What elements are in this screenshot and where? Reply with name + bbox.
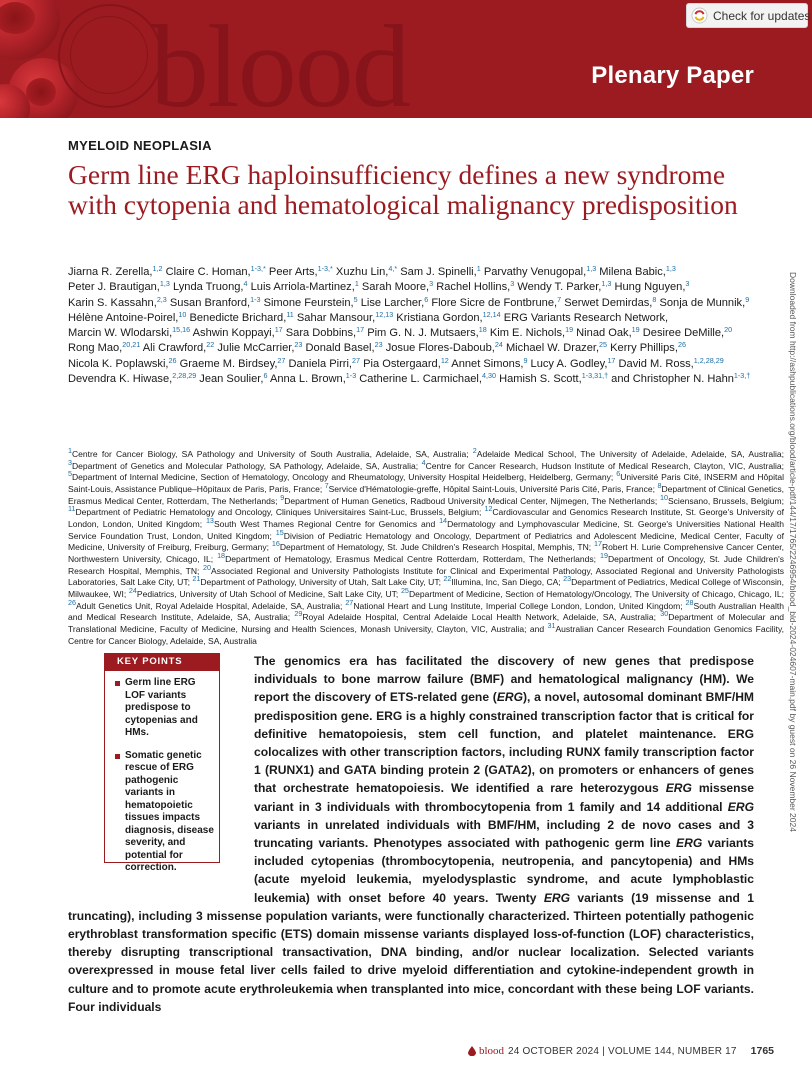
affiliation-text: Associated Regional and University Pathologists Institute for Clinical and Experimental Pathology, Associated Regional and University Pathologists Laboratories, Salt Lake City, UT; (68, 565, 784, 588)
affiliation-number: 30 (660, 609, 669, 619)
affiliation-text: Centre for Cancer Biology, SA Pathology and University of South Australia, Adelaide, SA, Australia; (72, 449, 469, 459)
author-affiliation-ref[interactable]: 1,2 (152, 264, 163, 273)
author-affiliation-ref[interactable]: 24 (494, 340, 503, 350)
author-name: Sam J. Spinelli,$^1$ (400, 264, 481, 278)
author-name: Annet Simons,$^9$ (451, 355, 528, 370)
author-name: Hung Nguyen,$^3$ (614, 279, 690, 294)
author-name: ERG Variants Research Network, (503, 311, 669, 324)
author-affiliation-ref[interactable]: 15,16 (172, 325, 191, 335)
key-points-list (105, 671, 219, 875)
affiliation-text: Department of Human Genetics, Radboud University Medical Center, Nijmegen, The Netherlands; (284, 495, 658, 506)
author-affiliation-ref[interactable]: 1-3,† (733, 371, 751, 381)
abstract-segment: variants included cytopenias (thrombocytopenia, neutropenia, and pancytopenia) and HMs (acute myeloid leukemia, myelodysplastic syndrome, and acute lymphoblastic leukemia) with onset before 40 years. Twenty (254, 836, 754, 905)
author-affiliation-ref[interactable]: 17 (274, 325, 283, 335)
gene-symbol: ERG (676, 836, 703, 851)
author-affiliation-ref[interactable]: 4,* (388, 264, 398, 273)
affiliation-text: Department of Hematology, St. Jude Children's Research Hospital, Memphis, TN; (279, 542, 592, 553)
affiliation-text: Adult Genetics Unit, Royal Adelaide Hospital, Adelaide, SA, Australia; (76, 600, 343, 611)
author-affiliation-ref[interactable]: 2,28,29 (172, 371, 197, 381)
affiliation-text: National Heart and Lung Institute, Imperial College London, London, United Kingdom; (353, 600, 683, 611)
key-points-header: KEY POINTS (105, 654, 219, 671)
square-bullet-icon (115, 754, 120, 759)
affiliation-list (68, 446, 785, 647)
affiliation-number: 26 (68, 597, 76, 607)
section-label: MYELOID NEOPLASIA (68, 138, 212, 153)
author-affiliation-ref[interactable]: 12,13 (375, 309, 394, 319)
affiliation-number: 13 (205, 515, 214, 525)
author-name: Lucy A. Godley,$^{17}$ (530, 355, 616, 370)
affiliation-text: Pediatrics, University of Utah School of Medicine, Salt Lake City, UT; (136, 588, 399, 599)
author-name: Serwet Demirdas,$^8$ (564, 294, 657, 309)
abstract-segment: missense variant in 3 individuals with thrombocytopenia from 1 family and 14 additional (254, 781, 755, 814)
affiliation-number: 8 (657, 480, 662, 490)
author-affiliation-ref[interactable]: 19 (565, 325, 574, 335)
affiliation-number: 23 (563, 574, 572, 584)
check-for-updates-label: Check for updates (713, 8, 811, 23)
affiliation-text: Department of Hematology, Erasmus Medical Centre Rotterdam, Rotterdam, The Netherlands; (225, 553, 597, 564)
author-affiliation-ref[interactable]: 9 (745, 294, 750, 304)
author-name: Pim G. N. J. Mutsaers,$^{18}$ (367, 325, 487, 340)
author-affiliation-ref[interactable]: 3 (510, 279, 515, 289)
author-affiliation-ref[interactable]: 25 (599, 340, 608, 350)
author-name: Susan Branford,$^{1-3}$ (169, 294, 261, 309)
affiliation-number: 16 (271, 539, 280, 549)
affiliation-text: Université Paris Cité, INSERM and Hôpital Saint-Louis, Assistance Publique–Hôpitaux de Paris, Paris, France; (68, 472, 784, 494)
author-name: Rong Mao,$^{20,21}$ (68, 340, 141, 355)
author-name: Kerry Phillips,$^{26}$ (610, 340, 686, 355)
affiliation-text: Dermatology and Lymphovascular Medicine, St. George's Universities National Health Service Foundation Trust, London, United Kingdom; (68, 518, 785, 541)
affiliation-number: 4 (421, 457, 426, 467)
author-name: Nicola K. Poplawski,$^{26}$ (68, 355, 177, 370)
affiliation-number: 2 (472, 446, 477, 455)
author-name: Sahar Mansour,$^{12,13}$ (296, 309, 394, 324)
author-name: Graeme M. Birdsey,$^{27}$ (179, 355, 286, 370)
author-name: Anna L. Brown,$^{1-3}$ (269, 371, 357, 386)
author-name: Lynda Truong,$^4$ (172, 279, 248, 294)
affiliation-number: 7 (324, 480, 329, 490)
author-name: Sara Dobbins,$^{17}$ (285, 325, 365, 340)
affiliation-text: Australian Cancer Research Foundation Genomics Facility, Centre for Cancer Biology, Adelaide, SA, Australia (68, 623, 784, 646)
author-name: Lise Larcher,$^6$ (360, 294, 429, 309)
author-name: Milena Babic,$^{1,3}$ (599, 264, 676, 278)
author-affiliation-ref[interactable]: 1,2,28,29 (693, 355, 724, 365)
gene-symbol: ERG (727, 799, 754, 814)
footer-journal-name: blood (478, 1045, 504, 1057)
author-affiliation-ref[interactable]: 6 (424, 294, 429, 304)
abstract-segment: variants in unrelated individuals with BMF/HM, including 2 de novo cases and 3 truncating variants. Phenotypes associated with pathogenic germ line (254, 817, 754, 851)
article-type-label: Plenary Paper (591, 62, 754, 89)
author-affiliation-ref[interactable]: 20 (724, 325, 733, 335)
affiliation-number: 20 (203, 562, 211, 572)
key-points-box (104, 653, 220, 873)
affiliation-text: Department of Pathology, University of Utah, Salt Lake City, UT; (200, 577, 442, 588)
author-name: Jiarna R. Zerella,$^{1,2}$ (68, 264, 163, 278)
affiliation-number: 27 (345, 597, 354, 607)
article-title: Germ line ERG haploinsufficiency defines a new syndrome with cytopenia and hematological malignancy predisposition (68, 159, 738, 220)
author-name: Kristiana Gordon,$^{12,14}$ (396, 309, 501, 324)
author-name: Xuzhu Lin,$^{4,*}$ (335, 264, 398, 278)
author-name: Devendra K. Hiwase,$^{2,28,29}$ (68, 371, 197, 386)
affiliation-text: Sciensano, Brussels, Belgium; (667, 495, 785, 506)
affiliation-number: 24 (128, 585, 137, 595)
check-for-updates-icon (691, 7, 708, 24)
author-affiliation-ref[interactable]: 6 (263, 371, 268, 381)
author-affiliation-ref[interactable]: 4 (243, 279, 248, 289)
author-affiliation-ref[interactable]: 1 (354, 279, 359, 289)
affiliation-text: Division of Pediatric Hematology and Oncology, Department of Pediatrics and Adolescent Medicine, Medical Center, Faculty of Medicine, University of Freiburg, Freiburg, Germany; (68, 530, 784, 553)
author-affiliation-ref[interactable]: 1,3 (665, 264, 676, 273)
author-name: Josue Flores-Daboub,$^{24}$ (385, 340, 503, 355)
author-affiliation-ref[interactable]: 1,3 (601, 279, 612, 289)
affiliation-number: 21 (192, 574, 201, 584)
author-name: Christopher N. Hahn$^{1-3,\dagger}$ (632, 371, 751, 386)
author-name: Claire C. Homan,$^{1-3,*}$ (165, 264, 266, 278)
author-affiliation-ref[interactable]: 3 (429, 279, 434, 289)
check-for-updates-button[interactable] (686, 3, 811, 28)
author-name: Michael W. Drazer,$^{25}$ (505, 340, 608, 355)
download-note (788, 272, 804, 922)
affiliation-number: 1 (68, 446, 72, 455)
author-name: Sonja de Munnik,$^9$ (659, 294, 750, 309)
blood-drop-icon (468, 1046, 476, 1056)
author-name: Pia Ostergaard,$^{12}$ (363, 355, 449, 370)
author-name: Luis Arriola-Martinez,$^1$ (250, 279, 359, 294)
author-name: Julie McCarrier,$^{23}$ (217, 340, 303, 355)
author-affiliation-ref[interactable]: 12,14 (482, 309, 501, 319)
author-affiliation-ref[interactable]: 3 (685, 279, 690, 289)
affiliation-text: Cardiovascular and Genomics Research Institute, St. George's University of London, London, United Kingdom; (68, 507, 784, 529)
author-name: Jean Soulier,$^6$ (199, 371, 268, 386)
author-affiliation-ref[interactable]: 1-3,31,† (581, 371, 609, 381)
author-name: Hélène Antoine-Poirel,$^{10}$ (68, 309, 187, 324)
affiliation-text: Department of Medicine, Section of Hematology/Oncology, The University of Chicago, Chicago, IL; (408, 588, 785, 599)
author-affiliation-ref[interactable]: 19 (631, 325, 640, 335)
affiliation-text: Department of Clinical Genetics, Erasmus Medical Center, Rotterdam, The Netherlands; (68, 483, 785, 506)
affiliation-number: 31 (547, 620, 556, 630)
affiliation-number: 18 (217, 550, 226, 560)
abstract-segment: variants (19 missense and 1 truncating), including 3 missense population variants, were functionally characterized. Thirteen potentially pathogenic erythroblast transformation specific (ETS) domain missense variants displayed loss-of-function (LOF) characteristics, thereby disrupting transcriptional transactivation, DNA binding, and/or nuclear localization. Selected variants overexpressed in mouse fetal liver cells failed to drive myeloid differentiation and cytokine-independent growth in culture and to promote acute erythroleukemia when transplanted into mice, concordant with these being LOF variants. Four individuals (68, 890, 754, 1014)
author-name: Simone Feurstein,$^5$ (263, 294, 358, 309)
affiliation-text: Department of Oncology, St. Jude Children's Research Hospital, Memphis, TN; (68, 553, 784, 576)
author-affiliation-ref[interactable]: 4,30 (481, 371, 496, 381)
author-name: Donald Basel,$^{23}$ (305, 340, 383, 355)
affiliation-number: 6 (616, 469, 621, 479)
square-bullet-icon (115, 681, 120, 686)
author-name: Wendy T. Parker,$^{1,3}$ (517, 279, 612, 294)
gene-symbol: ERG (496, 690, 524, 705)
journal-watermark: blood (150, 1, 409, 118)
affiliation-text: Illumina, Inc, San Diego, CA; (451, 577, 561, 588)
author-affiliation-ref[interactable]: 9 (523, 355, 528, 365)
affiliation-number: 14 (439, 515, 448, 525)
affiliation-text: Department of Molecular and Translational Medicine, Faculty of Medicine, Nursing and Health Sciences, Monash University, Clayton, VIC, Australia; and (68, 612, 785, 634)
author-name: Hamish S. Scott,$^{1-3,31,\dagger}$ (499, 371, 609, 386)
affiliation-text: Department of Pediatrics, Medical College of Wisconsin, Milwaukee, WI; (68, 577, 784, 599)
affiliation-number: 17 (593, 539, 602, 549)
affiliation-number: 3 (68, 457, 72, 467)
author-affiliation-ref[interactable]: 8 (652, 294, 657, 304)
author-affiliation-ref[interactable]: 10 (178, 309, 187, 319)
author-name: Kim E. Nichols,$^{19}$ (489, 325, 574, 340)
affiliation-text: Adelaide Medical School, The University of Adelaide, Adelaide, SA, Australia; (476, 449, 784, 459)
author-affiliation-ref[interactable]: 17 (356, 325, 365, 335)
author-affiliation-ref[interactable]: 27 (277, 355, 286, 365)
author-name: Ashwin Koppayi,$^{17}$ (192, 325, 283, 340)
author-affiliation-ref[interactable]: 5 (353, 294, 358, 304)
author-name: Daniela Pirri,$^{27}$ (288, 355, 361, 370)
author-name: Catherine L. Carmichael,$^{4,30}$ (359, 371, 496, 386)
affiliation-text: Department of Genetics and Molecular Pathology, SA Pathology, Adelaide, SA, Australia; (72, 460, 419, 471)
author-name: Karin S. Kassahn,$^{2,3}$ (68, 294, 167, 309)
affiliation-text: Department of Pediatric Hematology and Oncology, Cliniques Universitaires Saint-Luc, Brussels, Belgium; (75, 507, 482, 518)
affiliation-number: 9 (280, 492, 285, 502)
author-affiliation-ref[interactable]: 26 (677, 340, 686, 350)
author-affiliation-ref[interactable]: 22 (206, 340, 215, 350)
author-list (68, 265, 770, 387)
society-seal-icon (58, 4, 162, 108)
author-affiliation-ref[interactable]: 23 (374, 340, 383, 350)
gene-symbol: ERG (665, 781, 692, 796)
author-affiliation-ref[interactable]: 18 (478, 325, 487, 335)
affiliation-text: Robert H. Lurie Comprehensive Cancer Center, Northwestern University, Chicago, IL; (68, 542, 785, 564)
author-name: Flore Sicre de Fontbrune,$^7$ (431, 294, 562, 309)
abstract-segment: ), a novel, autosomal dominant BMF/HM predisposition gene. ERG is a highly constrained transcription factor that is critical for definitive hematopoiesis, stem cell function, and platelet maintenance. ERG colocalizes with other transcription factors, including RUNX family transcription factor 1 (RUNX1) and GATA binding protein 2 (GATA2), on promoters or enhancers of genes that orchestrate hematopoiesis. We identified a rare heterozygous (254, 690, 754, 796)
author-name: Peer Arts,$^{1-3,*}$ (268, 264, 333, 278)
author-affiliation-ref[interactable]: 1-3,* (250, 264, 266, 273)
author-affiliation-ref[interactable]: 11 (286, 309, 294, 319)
author-name: Ninad Oak,$^{19}$ (576, 325, 640, 340)
affiliation-number: 5 (68, 469, 72, 479)
affiliation-number: 28 (685, 597, 694, 607)
affiliation-text: Royal Adelaide Hospital, Central Adelaide Local Health Network, Adelaide, SA, Australia; (302, 612, 656, 623)
author-name: Rachel Hollins,$^3$ (436, 279, 515, 294)
footer-issue-info: 24 OCTOBER 2024 | VOLUME 144, NUMBER 17 (508, 1045, 737, 1057)
page-footer (468, 1045, 774, 1057)
key-point-item (115, 750, 216, 875)
page-number: 1765 (750, 1045, 774, 1057)
affiliation-number: 11 (68, 504, 76, 514)
abstract-segment: The genomics era has facilitated the discovery of new genes that predispose individuals to bone marrow failure (BMF) and hematological malignancy (HM). We report the discovery of ETS-related gene ( (254, 654, 754, 705)
author-affiliation-ref[interactable]: 1-3 (250, 294, 261, 304)
author-affiliation-ref[interactable]: 12 (440, 355, 449, 365)
author-affiliation-ref[interactable]: 1-3,* (317, 264, 333, 273)
author-affiliation-ref[interactable]: 26 (168, 355, 177, 365)
affiliation-number: 15 (275, 527, 284, 537)
affiliation-text: Department of Internal Medicine, Section of Hematology, Oncology and Rheumatology, University Hospital Heidelberg, Heidelberg, Germany; (72, 472, 614, 483)
affiliation-number: 12 (484, 504, 493, 514)
affiliation-number: 19 (599, 550, 608, 560)
author-name: Sarah Moore,$^3$ (361, 279, 434, 294)
author-affiliation-ref[interactable]: 7 (557, 294, 562, 304)
author-affiliation-ref[interactable]: 1-3 (345, 371, 357, 381)
download-note-text: Downloaded from http://ashpublications.org/blood/article-pdf/144/17/1765/2246954/blood_bld-2024-024607-main.pdf by guest on 26 November 2024 (788, 272, 798, 832)
affiliation-text: South West Thames Regional Centre for Genomics and (213, 518, 436, 529)
author-affiliation-ref[interactable]: 27 (352, 355, 361, 365)
author-name: Parvathy Venugopal,$^{1,3}$ (483, 264, 597, 278)
author-affiliation-ref[interactable]: 23 (294, 340, 303, 350)
affiliation-text: South Australian Health and Medical Research Institute, Adelaide, SA, Australia; (68, 600, 785, 623)
author-affiliation-ref[interactable]: 17 (607, 355, 616, 365)
gene-symbol: ERG (543, 890, 571, 905)
author-name: David M. Ross,$^{1,2,28,29}$ (618, 355, 724, 370)
key-point-text: Germ line ERG LOF variants predispose to cytopenias and HMs. (125, 677, 198, 738)
author-name: Marcin W. Wlodarski,$^{15,16}$ (68, 325, 191, 340)
author-name: Peter J. Brautigan,$^{1,3}$ (68, 279, 170, 294)
key-point-text: Somatic genetic rescue of ERG pathogenic variants in hematopoietic tissues impacts diagnosis, disease severity, and potential for correction. (125, 749, 214, 873)
author-name: Benedicte Brichard,$^{11}$ (189, 309, 294, 324)
author-affiliation-ref[interactable]: 1 (476, 264, 481, 273)
author-name: Ali Crawford,$^{22}$ (142, 340, 215, 355)
affiliation-number: 29 (294, 609, 303, 619)
author-affiliation-ref[interactable]: 1,3 (159, 279, 170, 289)
affiliation-number: 22 (443, 574, 452, 584)
affiliation-number: 25 (400, 585, 409, 595)
author-affiliation-ref[interactable]: 20,21 (122, 340, 141, 350)
author-name: and (611, 373, 630, 386)
key-point-item (115, 677, 216, 740)
affiliation-number: 10 (659, 492, 668, 502)
author-name: Desiree DeMille,$^{20}$ (642, 325, 733, 340)
author-affiliation-ref[interactable]: 1,3 (586, 264, 597, 273)
affiliation-text: Centre for Cancer Research, Hudson Institute of Medical Research, Clayton, VIC, Australia; (425, 460, 785, 471)
affiliation-text: Service d'Hématologie-greffe, Hôpital Saint-Louis, Université Paris Cité, Paris, France; (328, 483, 656, 494)
author-affiliation-ref[interactable]: 2,3 (156, 294, 167, 304)
